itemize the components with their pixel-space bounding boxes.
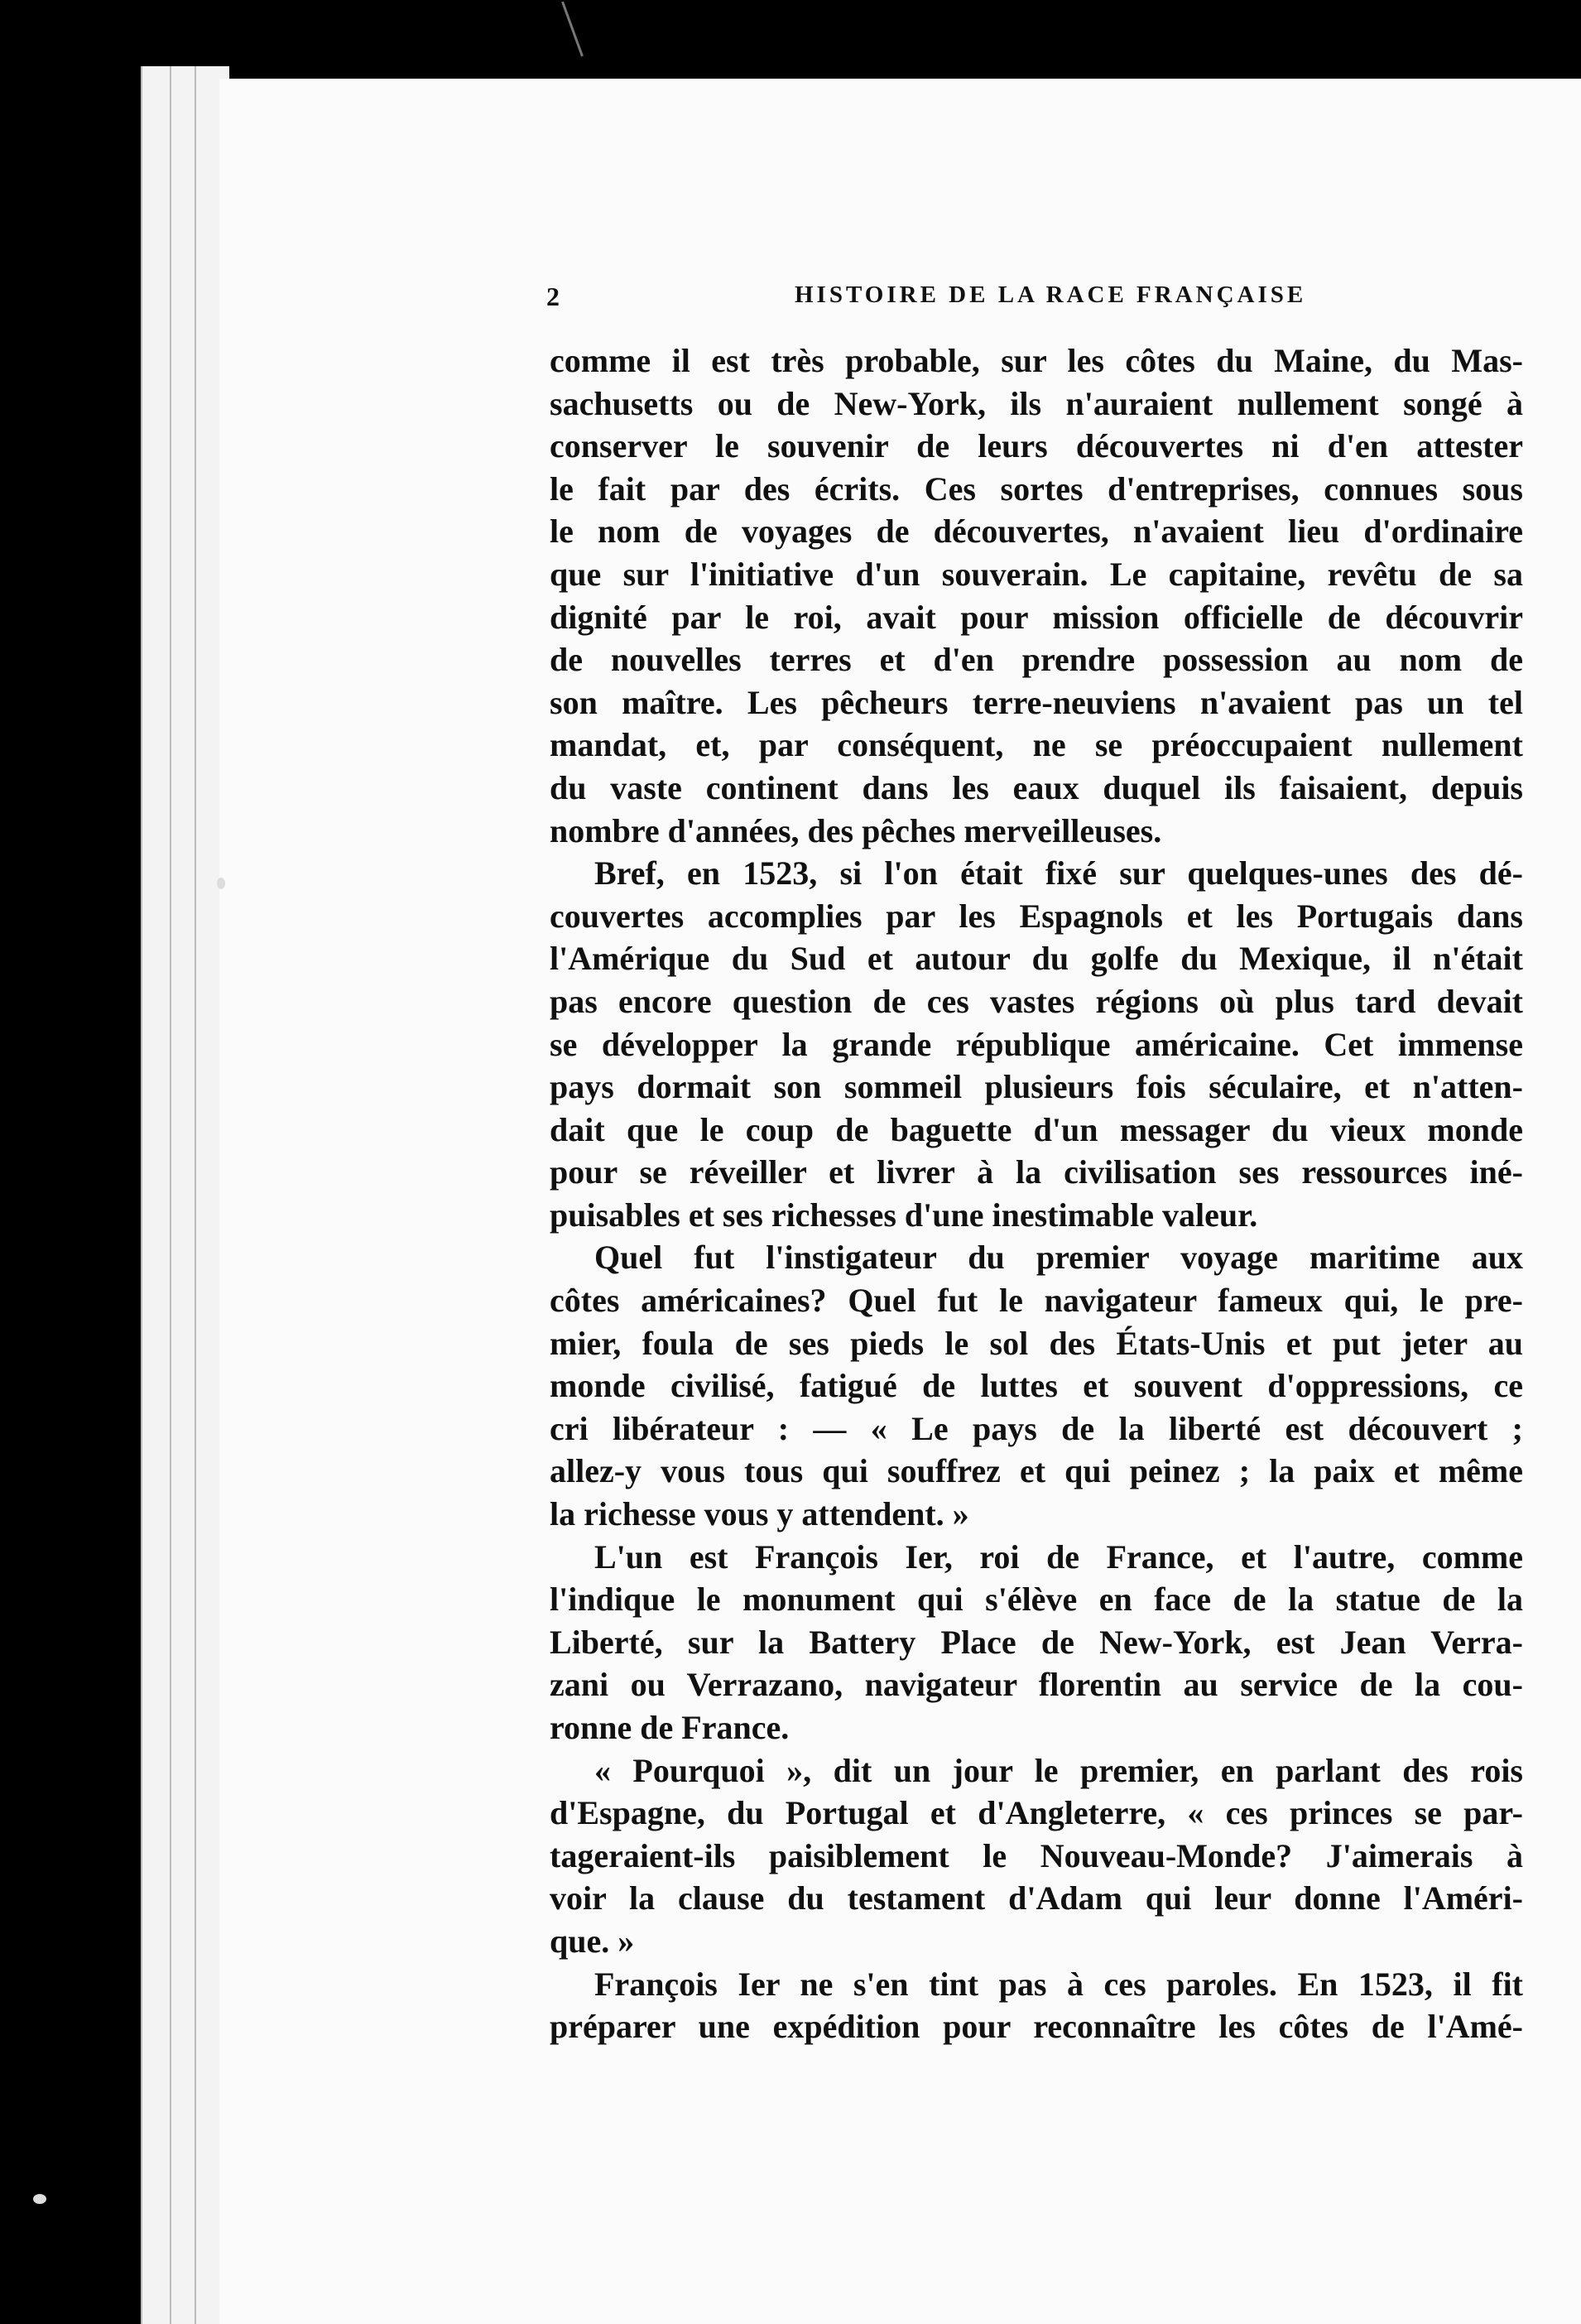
text-line: d'Espagne, du Portugal et d'Angleterre, « ces princes se par- — [550, 1794, 1523, 1832]
body-text — [550, 339, 1523, 2048]
text-line: « Pourquoi », dit un jour le premier, en parlant des rois — [594, 1751, 1523, 1789]
text-line: sachusetts ou de New-York, ils n'auraient nullement songé à — [550, 384, 1523, 422]
text-line: l'Amérique du Sud et autour du golfe du Mexique, il n'était — [550, 940, 1523, 978]
text-line: dignité par le roi, avait pour mission officielle de découvrir — [550, 598, 1523, 636]
text-line: François Ier ne s'en tint pas à ces paroles. En 1523, il fit — [594, 1965, 1523, 2003]
text-line: pour se réveiller et livrer à la civilisation ses ressources iné- — [550, 1153, 1523, 1191]
text-line: cri libérateur : — « Le pays de la liberté est découvert ; — [550, 1409, 1523, 1447]
text-line: tageraient-ils paisiblement le Nouveau-Monde? J'aimerais à — [550, 1836, 1523, 1874]
text-line: se développer la grande république américaine. Cet immense — [550, 1025, 1523, 1063]
text-line: côtes américaines? Quel fut le navigateur fameux qui, le pre- — [550, 1282, 1523, 1320]
text-line: la richesse vous y attendent. » — [550, 1495, 969, 1533]
running-title: HISTOIRE DE LA RACE FRANÇAISE — [795, 281, 1307, 308]
text-line: que. » — [550, 1922, 635, 1960]
page-header — [546, 281, 1540, 311]
text-line: mandat, et, par conséquent, ne se préoccupaient nullement — [550, 726, 1523, 764]
text-line: son maître. Les pêcheurs terre-neuviens n'avaient pas un tel — [550, 683, 1523, 721]
text-line: voir la clause du testament d'Adam qui leur donne l'Améri- — [550, 1879, 1523, 1917]
text-line: pas encore question de ces vastes régions où plus tard devait — [550, 982, 1523, 1020]
text-line: que sur l'initiative d'un souverain. Le capitaine, revêtu de sa — [550, 555, 1523, 593]
text-line: allez-y vous tous qui souffrez et qui peinez ; la paix et même — [550, 1452, 1523, 1490]
text-line: Quel fut l'instigateur du premier voyage maritime aux — [594, 1239, 1523, 1277]
text-line: l'indique le monument qui s'élève en face de la statue de la — [550, 1581, 1523, 1619]
text-line: le fait par des écrits. Ces sortes d'entreprises, connues sous — [550, 469, 1523, 508]
text-line: nombre d'années, des pêches merveilleuses. — [550, 811, 1162, 849]
text-line: pays dormait son sommeil plusieurs fois séculaire, et n'atten- — [550, 1068, 1523, 1106]
text-line: couvertes accomplies par les Espagnols et les Portugais dans — [550, 897, 1523, 935]
text-line: du vaste continent dans les eaux duquel ils faisaient, depuis — [550, 768, 1523, 806]
page-mark — [561, 2, 584, 57]
text-line: Liberté, sur la Battery Place de New-York, est Jean Verra- — [550, 1623, 1523, 1661]
text-line: de nouvelles terres et d'en prendre possession au nom de — [550, 641, 1523, 679]
scan-speck — [33, 2194, 46, 2204]
text-line: dait que le coup de baguette d'un messager du vieux monde — [550, 1110, 1523, 1148]
text-line: comme il est très probable, sur les côtes du Maine, du Mas- — [550, 342, 1523, 379]
text-line: préparer une expédition pour reconnaître les côtes de l'Amé- — [550, 2008, 1523, 2046]
text-line: L'un est François Ier, roi de France, et l'autre, comme — [594, 1537, 1523, 1576]
text-line: conserver le souvenir de leurs découvertes ni d'en attester — [550, 427, 1523, 465]
text-line: mier, foula de ses pieds le sol des États-Unis et put jeter au — [550, 1324, 1523, 1362]
text-line: le nom de voyages de découvertes, n'avaient lieu d'ordinaire — [550, 512, 1523, 551]
text-line: puisables et ses richesses d'une inestimable valeur. — [550, 1196, 1258, 1234]
text-line: ronne de France. — [550, 1709, 790, 1746]
text-line: Bref, en 1523, si l'on était fixé sur quelques-unes des dé- — [594, 854, 1523, 893]
text-line: zani ou Verrazano, navigateur florentin au service de la cou- — [550, 1666, 1523, 1704]
page-number: 2 — [546, 281, 560, 311]
scan-speck — [217, 878, 225, 889]
text-line: monde civilisé, fatigué de luttes et souvent d'oppressions, ce — [550, 1367, 1523, 1405]
